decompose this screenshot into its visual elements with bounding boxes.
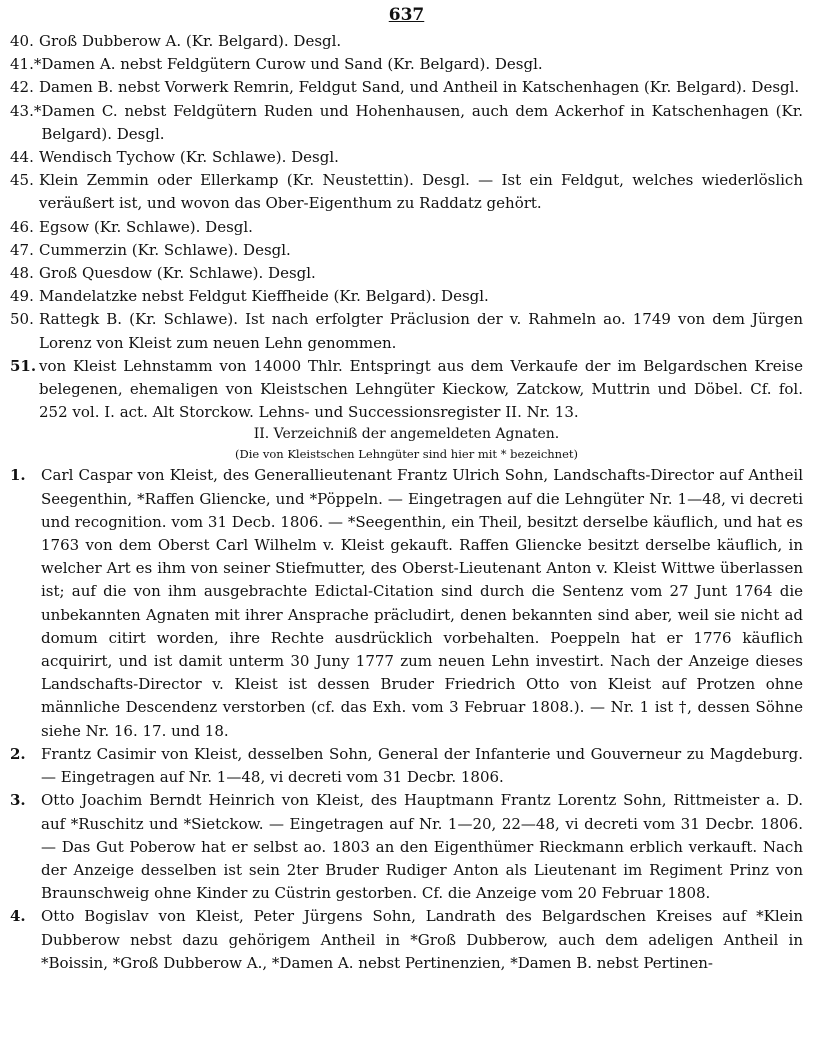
entry-text: Wendisch Tychow (Kr. Schlawe). Desgl.: [39, 148, 339, 167]
entry-number: 43.*: [10, 101, 42, 120]
entry-number: 51.: [10, 356, 37, 375]
entry-text: Groß Quesdow (Kr. Schlawe). Desgl.: [39, 264, 316, 283]
entry-text: Damen A. nebst Feldgütern Curow und Sand (Kr. Belgard). Desgl.: [41, 55, 543, 74]
entry-number: 40.: [10, 32, 34, 50]
entry-text: Rattegk B. (Kr. Schlawe). Ist nach erfolgter Präclusion der v. Rahmeln ao. 1749 von dem Jürgen Lorenz von Kleist zum neuen Lehn genommen.: [39, 310, 803, 352]
entry-number: 44.: [10, 148, 34, 167]
entry-number: 46.: [10, 217, 34, 236]
entry-number: 47.: [10, 240, 34, 259]
list-item: [10, 905, 803, 975]
person-number: 3.: [10, 791, 26, 810]
entry-number: 48.: [10, 264, 34, 283]
entry-text: Mandelatzke nebst Feldgut Kieffheide (Kr. Belgard). Desgl.: [39, 287, 489, 306]
entry-text: Damen C. nebst Feldgütern Ruden und Hohenhausen, auch dem Ackerhof in Katschenhagen (Kr. Belgard). Desgl.: [41, 101, 803, 143]
list-item: [10, 239, 803, 262]
list-item: [10, 355, 803, 425]
section-note: (Die von Kleistschen Lehngüter sind hier mit * bezeichnet): [234, 447, 578, 462]
entry-number: 49.: [10, 287, 34, 306]
person-text: Carl Caspar von Kleist, des Generallieutenant Frantz Ulrich Sohn, Landschafts-Director auf Antheil Seegenthin, *Raffen Gliencke, und *Pöppeln. — Eingetragen auf die Lehngüter Nr. 1—48, vi decreti und recognition. vom 31 Decb. 1806. — *Seegenthin, ein Theil, besitzt derselbe käuflich, und hat es 1763 von dem Oberst Carl Wilhelm v. Kleist gekauft. Raffen Gliencke besitzt derselbe käuflich, in welcher Art es ihm von seiner Stiefmutter, des Oberst-Lieutenant Anton v. Kleist Wittwe überlassen ist; auf die von ihm ausgebrachte Edictal-Citation sind durch die Sentenz vom 27 Junt 1764 die unbekannten Agnaten mit ihrer Ansprache präcludirt, denen bekannten sind aber, weil sie nicht ad domum citirt worden, ihre Rechte ausdrücklich vorbehalten. Poeppeln hat er 1776 käuflich acquirirt, und ist damit unterm 30 Juny 1777 zum neuen Lehn investirt. Nach der Anzeige dieses Landschafts-Director v. Kleist ist dessen Bruder Friedrich Otto von Kleist auf Protzen ohne männliche Descendenz verstorben (cf. das Exh. vom 3 Februar 1808.). — Nr. 1 ist †, dessen Söhne siehe Nr. 16. 17. und 18.: [41, 466, 803, 740]
list-item: [10, 169, 803, 215]
list-item: [10, 262, 803, 285]
entry-text: Groß Dubberow A. (Kr. Belgard). Desgl.: [39, 32, 342, 50]
person-text: Otto Bogislav von Kleist, Peter Jürgens Sohn, Landrath des Belgardschen Kreises auf *Klein Dubberow nebst dazu gehörigem Antheil in *Groß Dubberow, auch dem adeligen Antheil in *Boissin, *Groß Dubberow A., *Damen A. nebst Pertinenzien, *Damen B. nebst Pertinen-: [41, 907, 803, 972]
entry-list: [10, 30, 803, 424]
page-number: 637: [388, 5, 425, 25]
list-item: [10, 76, 803, 99]
person-number: 2.: [10, 744, 26, 763]
entry-text: Damen B. nebst Vorwerk Remrin, Feldgut Sand, und Antheil in Katschenhagen (Kr. Belgard). Desgl.: [39, 78, 800, 97]
entry-text: Cummerzin (Kr. Schlawe). Desgl.: [39, 240, 291, 259]
list-item: [10, 789, 803, 905]
list-item: [10, 308, 803, 354]
list-item: [10, 285, 803, 308]
entry-text: von Kleist Lehnstamm von 14000 Thlr. Entspringt aus dem Verkaufe der im Belgardschen Kreise belegenen, ehemaligen von Kleistschen Lehngüter Kieckow, Zatckow, Muttrin und Döbel. Cf. fol. 252 vol. I. act. Alt Storckow. Lehns- und Successionsregister II. Nr. 13.: [39, 356, 803, 422]
list-item: [10, 100, 803, 146]
list-item: [10, 743, 803, 789]
person-number: 4.: [10, 907, 26, 926]
entry-number: 45.: [10, 171, 34, 190]
entry-number: 42.: [10, 78, 34, 97]
entry-number: 41.*: [10, 55, 42, 74]
person-list: [10, 464, 803, 974]
list-item: [10, 30, 803, 53]
list-item: [10, 216, 803, 239]
person-number: 1.: [10, 466, 26, 485]
person-text: Otto Joachim Berndt Heinrich von Kleist, des Hauptmann Frantz Lorentz Sohn, Rittmeister a. D. auf *Ruschitz und *Sietckow. — Eingetragen auf Nr. 1—20, 22—48, vi decreti vom 31 Decbr. 1806. — Das Gut Poberow hat er selbst ao. 1803 an den Eigenthümer Rieckmann erblich verkauft. Nach der Anzeige desselben ist sein 2ter Bruder Rudiger Anton als Lieutenant im Regiment Prinz von Braunschweig ohne Kinder zu Cüstrin gestorben. Cf. die Anzeige vom 20 Februar 1808.: [41, 791, 803, 903]
entry-text: Klein Zemmin oder Ellerkamp (Kr. Neustettin). Desgl. — Ist ein Feldgut, welches wiederlöslich veräußert ist, und wovon das Ober-Eigenthum zu Raddatz gehört.: [39, 171, 803, 213]
list-item: [10, 53, 803, 76]
list-item: [10, 146, 803, 169]
section-heading: II. Verzeichniß der angemeldeten Agnaten.: [253, 426, 560, 443]
entry-number: 50.: [10, 310, 34, 329]
list-item: [10, 464, 803, 742]
person-text: Frantz Casimir von Kleist, desselben Sohn, General der Infanterie und Gouverneur zu Magdeburg. — Eingetragen auf Nr. 1—48, vi decreti vom 31 Decbr. 1806.: [41, 744, 803, 787]
entry-text: Egsow (Kr. Schlawe). Desgl.: [39, 217, 253, 236]
